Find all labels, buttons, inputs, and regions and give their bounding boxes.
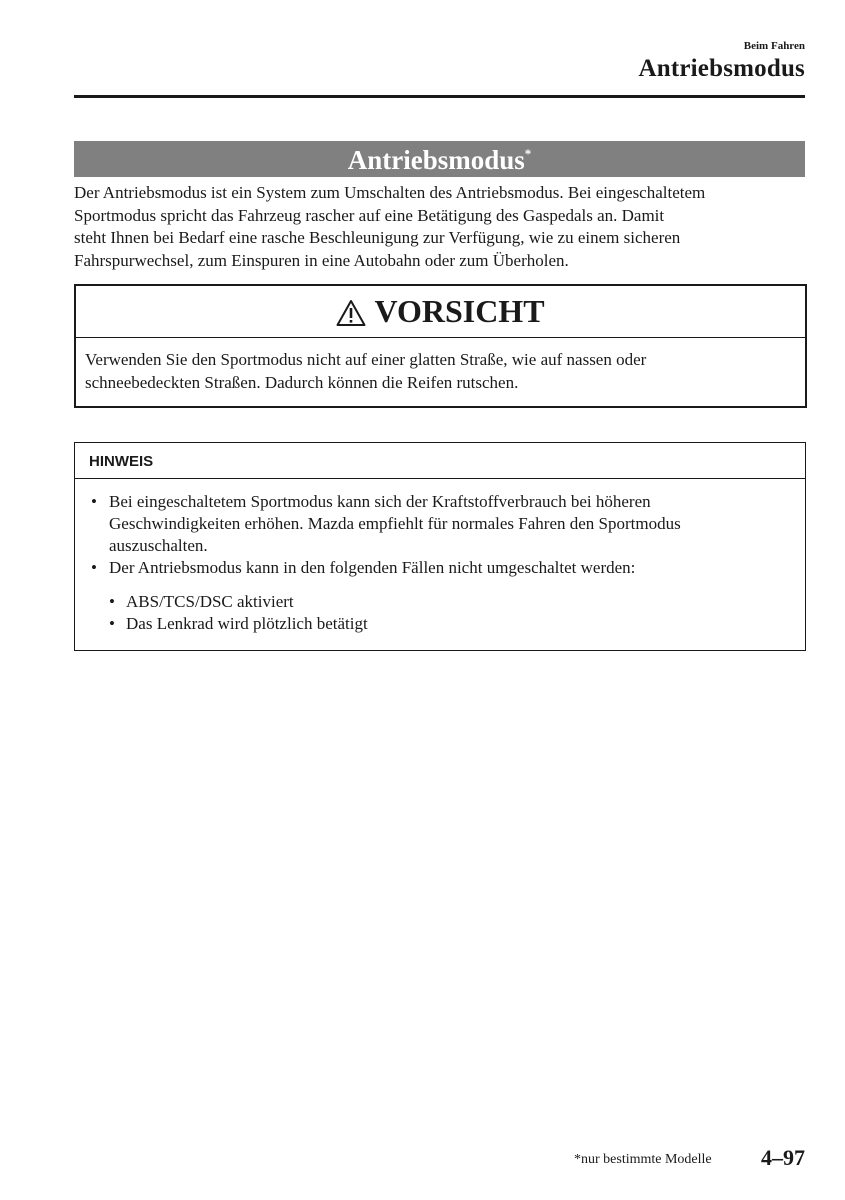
note-line: auszuschalten. [109, 536, 208, 555]
section-title: Antriebsmodus [347, 145, 525, 175]
intro-line: steht Ihnen bei Bedarf eine rasche Beschleunigung zur Verfügung, wie zu einem sicheren [74, 228, 681, 247]
footnote-mark: * [524, 146, 532, 161]
note-sublist [75, 591, 805, 635]
running-header-section: Beim Fahren [743, 40, 805, 52]
page-number: 4–97 [761, 1145, 805, 1170]
list-item [75, 557, 805, 579]
intro-line: Der Antriebsmodus ist ein System zum Umschalten des Antriebsmodus. Bei eingeschaltetem [74, 183, 706, 202]
footnote: *nur bestimmte Modelle [574, 1152, 712, 1167]
caution-box [74, 284, 807, 408]
running-header-title: Antriebsmodus [638, 55, 805, 82]
note-line: Geschwindigkeiten erhöhen. Mazda empfiehlt für normales Fahren den Sportmodus [109, 514, 681, 533]
intro-line: Fahrspurwechsel, zum Einspuren in eine Autobahn oder zum Überholen. [74, 250, 569, 270]
caution-line: schneebedeckten Straßen. Dadurch können die Reifen rutschen. [85, 372, 519, 392]
caution-title: VORSICHT [374, 293, 545, 329]
intro-paragraph [74, 182, 814, 272]
bullet: • [109, 592, 115, 611]
note-body [75, 479, 805, 635]
bullet: • [91, 558, 97, 577]
note-line: Der Antriebsmodus kann in den folgenden Fällen nicht umgeschaltet werden: [109, 558, 636, 577]
note-list [75, 491, 805, 579]
list-item [75, 591, 805, 613]
bullet: • [109, 614, 115, 633]
list-item [75, 613, 805, 635]
sub-item-text: ABS/TCS/DSC aktiviert [126, 592, 294, 611]
header-rule [74, 95, 805, 98]
caution-header [76, 286, 805, 338]
caution-text [76, 338, 805, 394]
bullet: • [91, 492, 97, 511]
caution-line: Verwenden Sie den Sportmodus nicht auf einer glatten Straße, wie auf nassen oder [85, 350, 647, 369]
sub-item-text: Das Lenkrad wird plötzlich betätigt [126, 614, 368, 633]
section-title-bar [74, 141, 805, 177]
warning-triangle-icon [336, 299, 366, 327]
note-title: HINWEIS [75, 443, 805, 479]
list-item [75, 491, 805, 557]
note-box [74, 442, 806, 651]
note-line: Bei eingeschaltetem Sportmodus kann sich der Kraftstoffverbrauch bei höheren [109, 492, 651, 511]
intro-line: Sportmodus spricht das Fahrzeug rascher auf eine Betätigung des Gaspedals an. Damit [74, 205, 665, 225]
